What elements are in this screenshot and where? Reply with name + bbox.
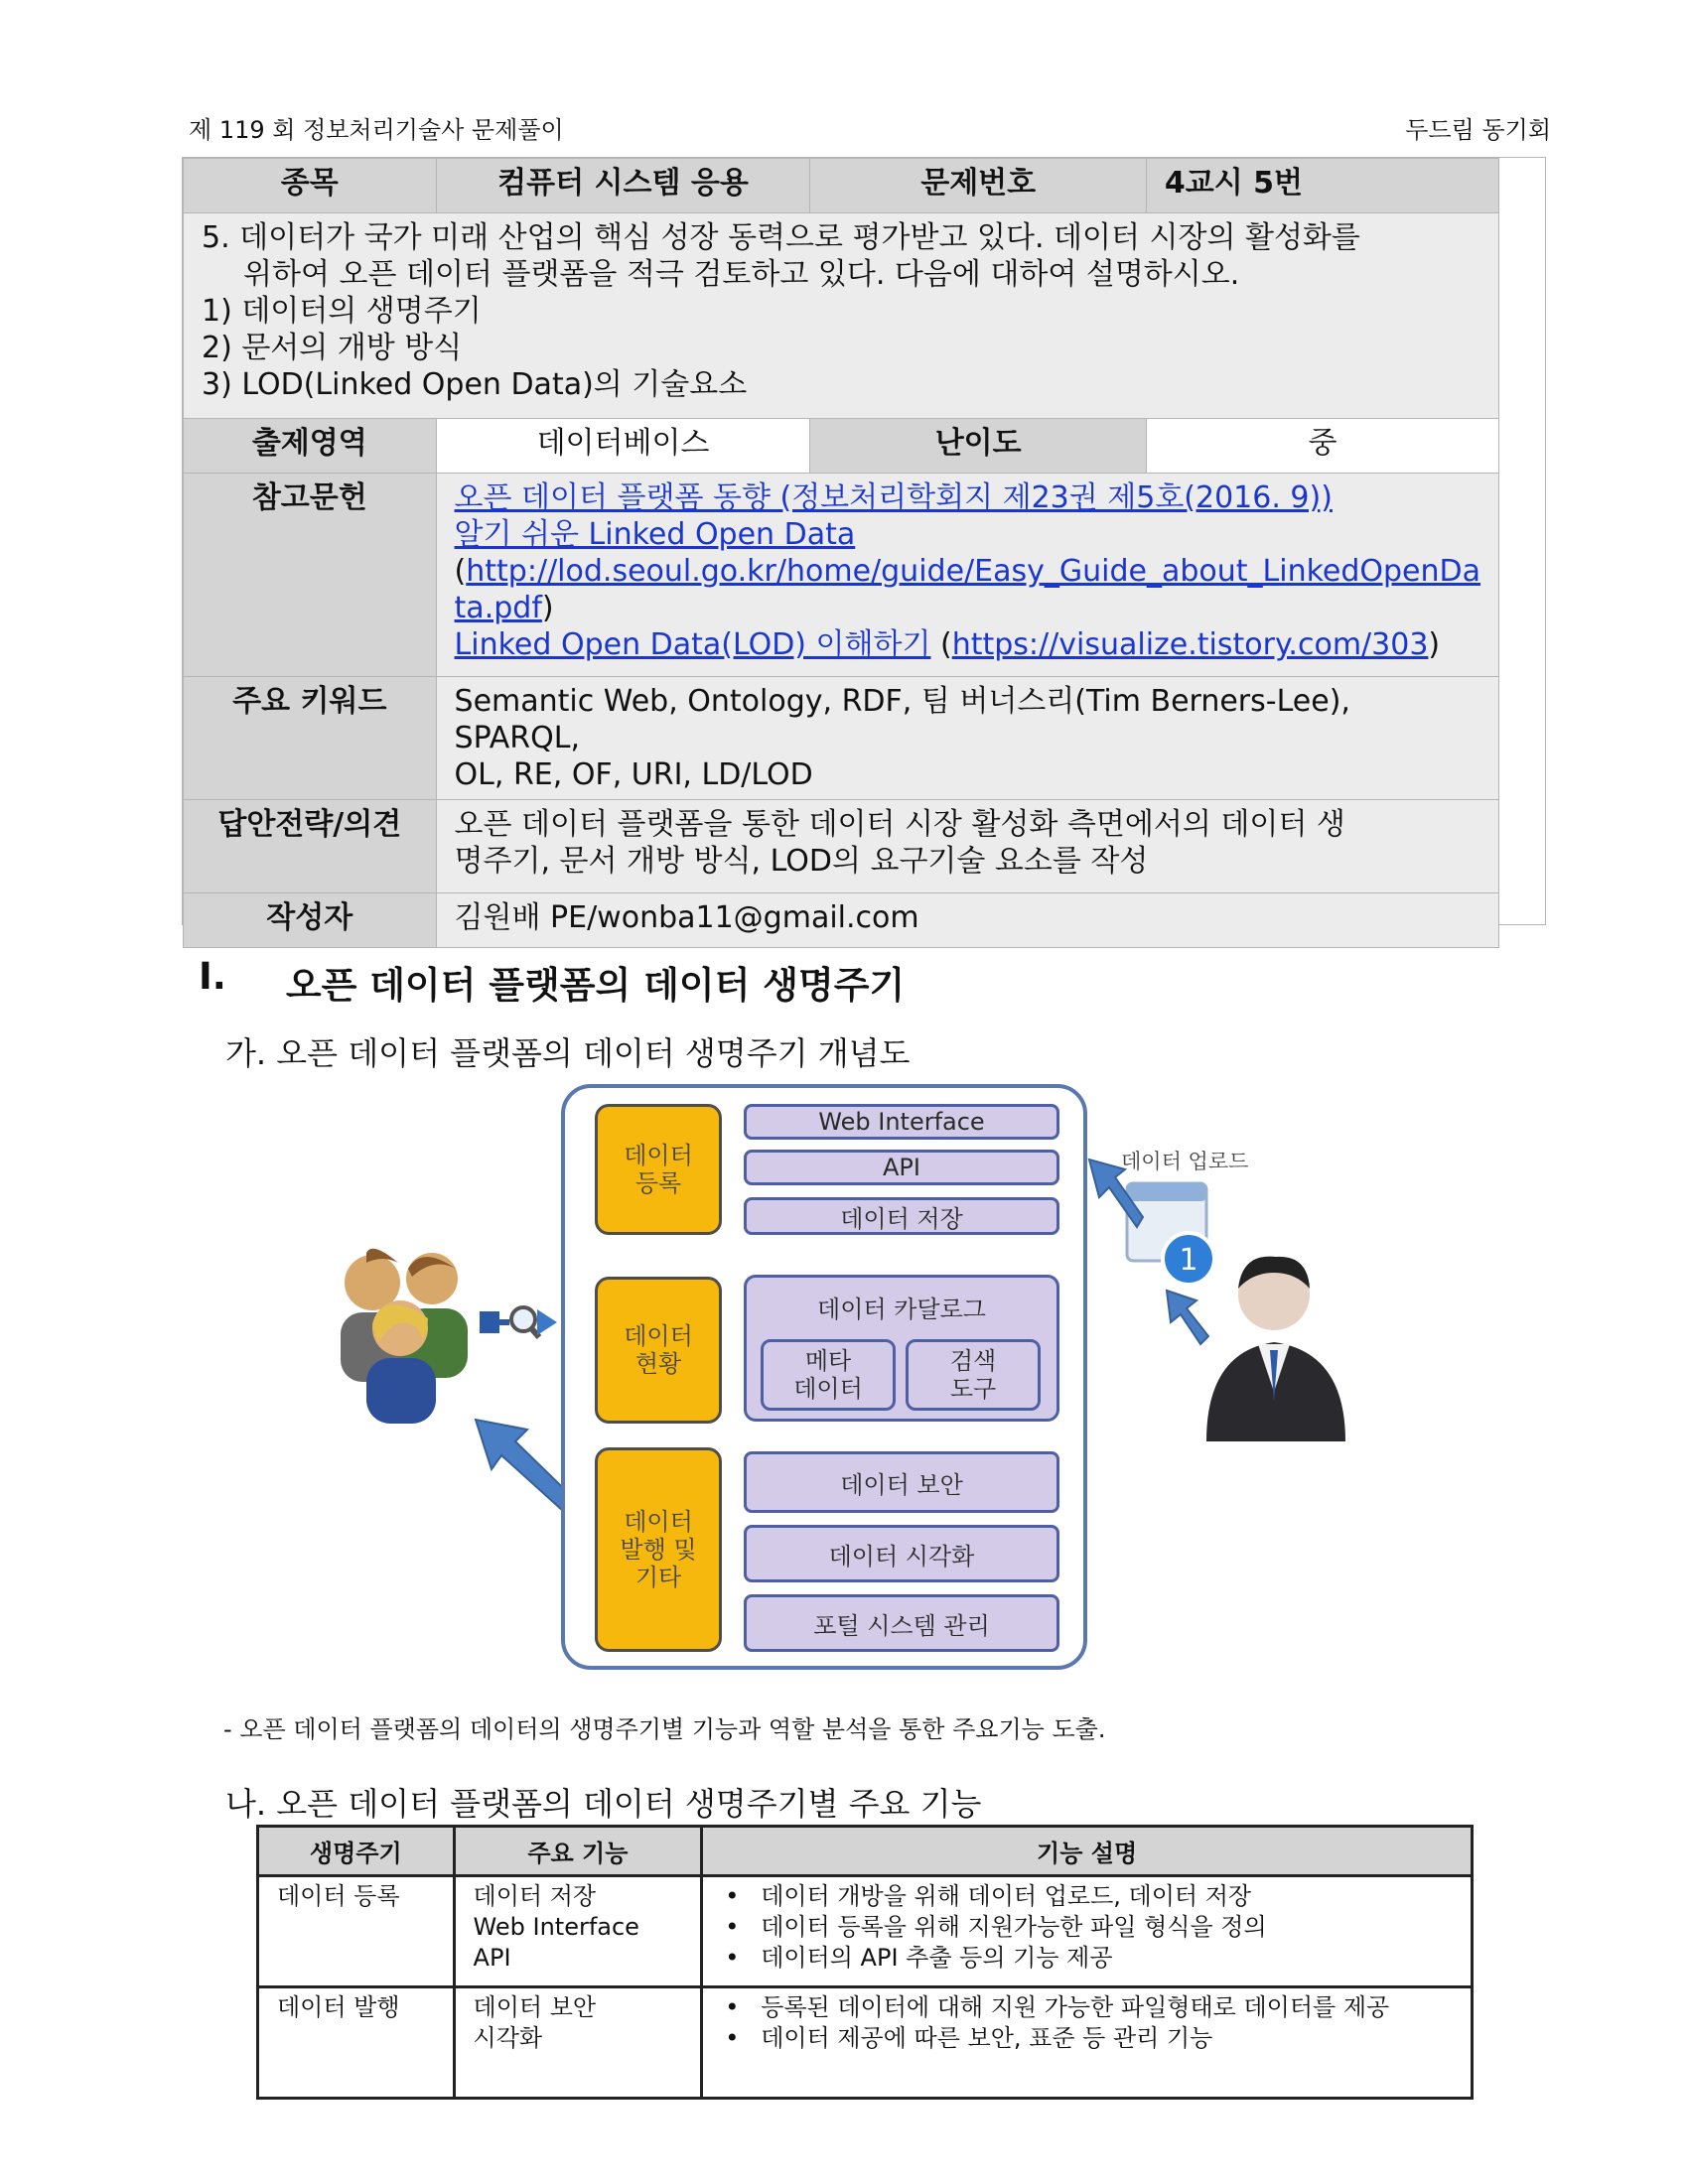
subject-label: 종목 xyxy=(184,159,437,213)
strategy-label: 답안전략/의견 xyxy=(184,800,437,893)
question-line-5: 3) LOD(Linked Open Data)의 기술요소 xyxy=(202,367,748,402)
register-stage-label: 데이터 등록 xyxy=(624,1142,693,1197)
info-table xyxy=(183,158,1499,948)
lifecycle-table xyxy=(256,1825,1474,2100)
row1-bullet-3: • 데이터의 API 추출 등의 기능 제공 xyxy=(721,1943,1453,1974)
row2-description xyxy=(702,1987,1473,2099)
magnifier-icon xyxy=(480,1297,559,1347)
web-interface-box xyxy=(744,1104,1059,1140)
publish-stage-box xyxy=(595,1447,722,1652)
row1-function-1: 데이터 저장 xyxy=(473,1882,597,1910)
register-stage-box xyxy=(595,1104,722,1235)
row1-function-3: API xyxy=(473,1944,511,1972)
platform-box xyxy=(561,1084,1087,1670)
col-functions: 주요 기능 xyxy=(454,1827,702,1876)
search-tool-label: 검색 도구 xyxy=(949,1347,997,1403)
row2-function-1: 데이터 보안 xyxy=(473,1993,597,2021)
question-cell xyxy=(184,213,1499,419)
subsection-b-title: 나. 오픈 데이터 플랫폼의 데이터 생명주기별 주요 기능 xyxy=(225,1785,982,1823)
ref-link-3[interactable]: http://lod.seoul.go.kr/home/guide/Easy_Guide_about_LinkedOpenDa xyxy=(466,554,1480,589)
ref-paren-open-2: ( xyxy=(930,627,952,662)
ref-paren-open: ( xyxy=(454,554,467,589)
users-group-icon xyxy=(323,1233,492,1432)
info-table-frame xyxy=(182,157,1546,935)
col-stage: 생명주기 xyxy=(258,1827,455,1876)
ref-paren-close: ) xyxy=(541,591,554,625)
arrow-upload-icon xyxy=(1085,1156,1145,1235)
col-description: 기능 설명 xyxy=(702,1827,1473,1876)
ref-link-4[interactable]: Linked Open Data(LOD) 이해하기 xyxy=(454,627,931,662)
upload-label: 데이터 업로드 xyxy=(1121,1150,1249,1173)
meta-data-box xyxy=(761,1339,896,1411)
page-header xyxy=(189,107,1551,147)
question-line-3: 1) 데이터의 생명주기 xyxy=(202,294,482,329)
upload-badge: 1 xyxy=(1179,1243,1198,1278)
ref-link-5[interactable]: https://visualize.tistory.com/303 xyxy=(951,627,1429,662)
strategy-cell xyxy=(436,800,1498,893)
author-value: 김원배 PE/wonba11@gmail.com xyxy=(436,893,1498,948)
publish-stage-label: 데이터 발행 및 기타 xyxy=(620,1508,697,1591)
portal-label: 포털 시스템 관리 xyxy=(813,1611,990,1640)
ref-paren-close-2: ) xyxy=(1428,627,1441,662)
row1-functions xyxy=(454,1876,702,1987)
section-title: 오픈 데이터 플랫폼의 데이터 생명주기 xyxy=(285,964,906,1007)
question-line-4: 2) 문서의 개방 방식 xyxy=(202,331,463,365)
storage-box xyxy=(744,1197,1059,1235)
portal-box xyxy=(744,1594,1059,1652)
keyword-line-1: Semantic Web, Ontology, RDF, 팀 버너스리(Tim Berners-Lee), SPARQL, xyxy=(454,684,1350,755)
row2-bullet-1: • 등록된 데이터에 대해 지원 가능한 파일형태로 데이터를 제공 xyxy=(721,1992,1453,2023)
keyword-label: 주요 키워드 xyxy=(184,677,437,800)
page-header-right: 두드림 동기회 xyxy=(1405,115,1551,144)
keyword-cell xyxy=(436,677,1498,800)
search-tool-box xyxy=(906,1339,1041,1411)
qnum-label: 문제번호 xyxy=(810,159,1146,213)
ref-link-2[interactable]: 알기 쉬운 Linked Open Data xyxy=(454,517,856,552)
section-number: I. xyxy=(199,955,226,998)
row2-stage: 데이터 발행 xyxy=(258,1987,455,2099)
question-line-2: 위하여 오픈 데이터 플랫폼을 적극 검토하고 있다. 다음에 대하여 설명하시오. xyxy=(243,257,1240,292)
catalog-box xyxy=(744,1275,1059,1422)
api-box xyxy=(744,1150,1059,1185)
business-user-icon xyxy=(1196,1243,1355,1441)
author-label: 작성자 xyxy=(184,893,437,948)
row2-bullet-2: • 데이터 제공에 따른 보안, 표준 등 관리 기능 xyxy=(721,2023,1453,2054)
ref-cell xyxy=(436,474,1498,677)
status-stage-box xyxy=(595,1277,722,1424)
subsection-a-title: 가. 오픈 데이터 플랫폼의 데이터 생명주기 개념도 xyxy=(225,1034,911,1072)
row1-description xyxy=(702,1876,1473,1987)
row1-bullet-2: • 데이터 등록을 위해 지원가능한 파일 형식을 정의 xyxy=(721,1912,1453,1943)
question-line-1: 5. 데이터가 국가 미래 산업의 핵심 성장 동력으로 평가받고 있다. 데이터 시장의 활성화를 xyxy=(202,220,1360,255)
page-header-left: 제 119 회 정보처리기술사 문제풀이 xyxy=(189,115,564,144)
diagram-note: - 오픈 데이터 플랫폼의 데이터의 생명주기별 기능과 역할 분석을 통한 주요기능 도출. xyxy=(223,1715,1106,1743)
visualization-label: 데이터 시각화 xyxy=(828,1542,975,1570)
table-row xyxy=(258,1987,1473,2099)
qnum-value: 4교시 5번 xyxy=(1146,159,1498,213)
row2-function-2: 시각화 xyxy=(473,2024,543,2052)
catalog-label: 데이터 카달로그 xyxy=(817,1296,986,1323)
lifecycle-table-header xyxy=(258,1827,1473,1876)
ref-label: 참고문헌 xyxy=(184,474,437,677)
difficulty-label: 난이도 xyxy=(810,419,1146,474)
ref-link-1[interactable]: 오픈 데이터 플랫폼 동향 (정보처리학회지 제23권 제5호(2016. 9)) xyxy=(454,480,1333,515)
web-interface-label: Web Interface xyxy=(818,1108,985,1136)
api-label: API xyxy=(883,1154,920,1181)
lifecycle-diagram xyxy=(323,1084,1360,1678)
security-label: 데이터 보안 xyxy=(840,1470,963,1499)
subject-value: 컴퓨터 시스템 응용 xyxy=(436,159,810,213)
security-box xyxy=(744,1451,1059,1513)
keyword-line-2: OL, RE, OF, URI, LD/LOD xyxy=(454,757,813,792)
meta-data-label: 메타 데이터 xyxy=(793,1347,863,1403)
row1-bullet-1: • 데이터 개방을 위해 데이터 업로드, 데이터 저장 xyxy=(721,1881,1453,1912)
strategy-line-1: 오픈 데이터 플랫폼을 통한 데이터 시장 활성화 측면에서의 데이터 생 xyxy=(454,807,1345,842)
section-heading xyxy=(199,955,905,1009)
area-value: 데이터베이스 xyxy=(436,419,810,474)
visualization-box xyxy=(744,1525,1059,1582)
area-label: 출제영역 xyxy=(184,419,437,474)
ref-link-3-cont[interactable]: ta.pdf xyxy=(454,591,542,625)
row1-function-2: Web Interface xyxy=(473,1913,639,1941)
status-stage-label: 데이터 현황 xyxy=(624,1322,693,1378)
table-row xyxy=(258,1876,1473,1987)
storage-label: 데이터 저장 xyxy=(840,1204,963,1233)
row2-functions xyxy=(454,1987,702,2099)
difficulty-value: 중 xyxy=(1146,419,1498,474)
row1-stage: 데이터 등록 xyxy=(258,1876,455,1987)
strategy-line-2: 명주기, 문서 개방 방식, LOD의 요구기술 요소를 작성 xyxy=(454,844,1149,879)
